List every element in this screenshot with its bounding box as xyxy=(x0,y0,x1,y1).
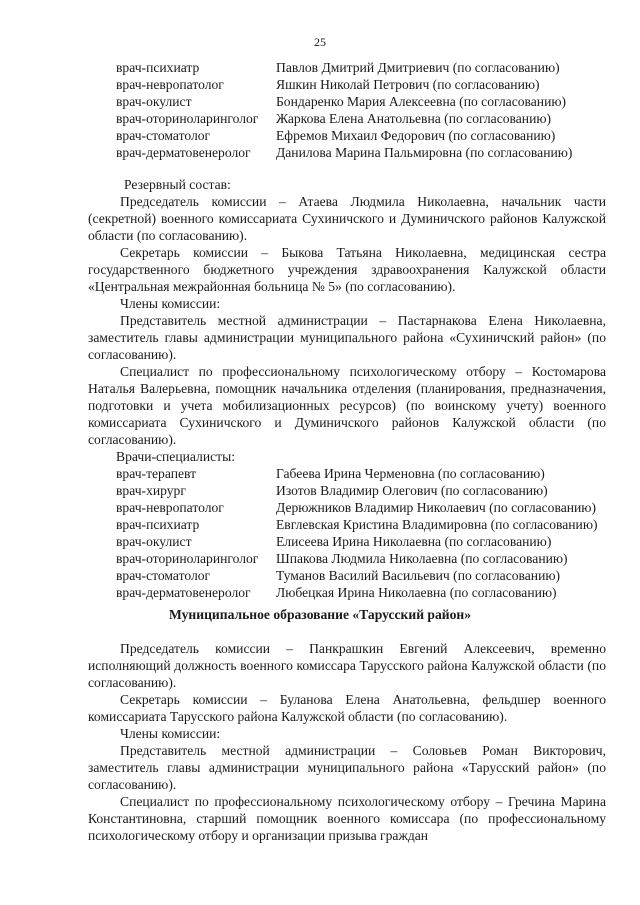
list-item xyxy=(116,110,616,127)
doctor-name: Елисеева Ирина Николаевна (по согласованию) xyxy=(276,534,552,549)
reserve-chairman: Председатель комиссии – Атаева Людмила Николаевна, начальник части (секретной) военного комиссариата Сухиничского и Думиничского районов Калужской области (по согласованию). xyxy=(88,194,606,243)
specialists-list-reserve xyxy=(116,465,616,601)
list-item xyxy=(116,533,616,550)
list-item xyxy=(116,76,616,93)
specialists-list-top xyxy=(116,59,616,161)
doctor-role: врач-хирург xyxy=(116,483,186,498)
doctor-name: Жаркова Елена Анатольевна (по согласованию) xyxy=(276,111,552,126)
doctor-role: врач-стоматолог xyxy=(116,128,211,143)
tarusa-psych-specialist: Специалист по профессиональному психологическому отбору – Гречина Марина Константиновна, старший помощник военного комиссара (по профессиональному психологическому отбору и организации призыва граждан xyxy=(88,794,606,843)
doctor-name: Туманов Василий Васильевич (по согласованию) xyxy=(276,568,561,583)
doctor-role: врач-оториноларинголог xyxy=(116,551,259,566)
doctor-role: врач-дерматовенеролог xyxy=(116,145,251,160)
doctor-name: Бондаренко Мария Алексеевна (по согласованию) xyxy=(276,94,567,109)
doctor-name: Яшкин Николай Петрович (по согласованию) xyxy=(276,77,540,92)
doctor-role: врач-дерматовенеролог xyxy=(116,585,251,600)
doctor-name: Изотов Владимир Олегович (по согласованию) xyxy=(276,483,548,498)
reserve-section xyxy=(88,193,606,448)
doctor-role: врач-терапевт xyxy=(116,466,197,481)
doctors-label: Врачи-специалисты: xyxy=(116,449,235,464)
doctor-name: Шпакова Людмила Николаевна (по согласованию) xyxy=(276,551,568,566)
tarusa-secretary: Секретарь комиссии – Буланова Елена Анатольевна, фельдшер военного комиссариата Тарусского района Калужской области (по согласованию). xyxy=(88,692,606,724)
list-item xyxy=(116,465,616,482)
doctor-name: Павлов Дмитрий Дмитриевич (по согласованию) xyxy=(276,60,560,75)
list-item xyxy=(116,144,616,161)
doctor-role: врач-невропатолог xyxy=(116,500,224,515)
reserve-members-label: Члены комиссии: xyxy=(120,296,221,311)
tarusa-admin-rep: Представитель местной администрации – Соловьев Роман Викторович, заместитель главы администрации муниципального района «Тарусский район» (по согласованию). xyxy=(88,743,606,792)
doctor-role: врач-стоматолог xyxy=(116,568,211,583)
doctor-role: врач-психиатр xyxy=(116,60,200,75)
list-item xyxy=(116,584,616,601)
doctor-role: врач-окулист xyxy=(116,94,192,109)
doctor-name: Дерюжников Владимир Николаевич (по согласованию) xyxy=(276,500,596,515)
list-item xyxy=(116,93,616,110)
tarusa-members-label: Члены комиссии: xyxy=(120,726,221,741)
list-item xyxy=(116,127,616,144)
doctor-name: Евглевская Кристина Владимировна (по согласованию) xyxy=(276,517,598,532)
tarusa-chairman: Председатель комиссии – Панкрашкин Евгений Алексеевич, временно исполняющий должность военного комиссара Тарусского района Калужской области (по согласованию). xyxy=(88,641,606,690)
tarusa-section xyxy=(88,640,606,844)
list-item xyxy=(116,482,616,499)
reserve-heading: Резервный состав: xyxy=(124,177,231,192)
reserve-admin-rep: Представитель местной администрации – Пастарнакова Елена Николаевна, заместитель главы администрации муниципального района «Сухиничский район» (по согласованию). xyxy=(88,313,606,362)
doctor-role: врач-психиатр xyxy=(116,517,200,532)
doctor-name: Габеева Ирина Черменовна (по согласованию) xyxy=(276,466,545,481)
section-heading-tarusa: Муниципальное образование «Тарусский район» xyxy=(168,607,472,622)
doctor-name: Ефремов Михаил Федорович (по согласованию) xyxy=(276,128,556,143)
doctor-name: Любецкая Ирина Николаевна (по согласованию) xyxy=(276,585,557,600)
doctor-name: Данилова Марина Пальмировна (по согласованию) xyxy=(276,145,573,160)
list-item xyxy=(116,499,616,516)
list-item xyxy=(116,550,616,567)
doctor-role: врач-невропатолог xyxy=(116,77,224,92)
page-number: 25 xyxy=(314,35,326,49)
doctor-role: врач-окулист xyxy=(116,534,192,549)
list-item xyxy=(116,567,616,584)
reserve-secretary: Секретарь комиссии – Быкова Татьяна Николаевна, медицинская сестра государственного бюджетного учреждения здравоохранения Калужской области «Центральная межрайонная больница № 5» (по согласованию). xyxy=(88,245,606,294)
reserve-psych-specialist: Специалист по профессиональному психологическому отбору – Костомарова Наталья Валерьевна, помощник начальника отделения (планирования, предназначения, подготовки и учета мобилизационных ресурсов) (по воинскому учету) военного комиссариата Сухиничского и Думиничского районов Калужской области (по согласованию). xyxy=(88,364,606,447)
doctor-role: врач-оториноларинголог xyxy=(116,111,259,126)
list-item xyxy=(116,59,616,76)
list-item xyxy=(116,516,616,533)
